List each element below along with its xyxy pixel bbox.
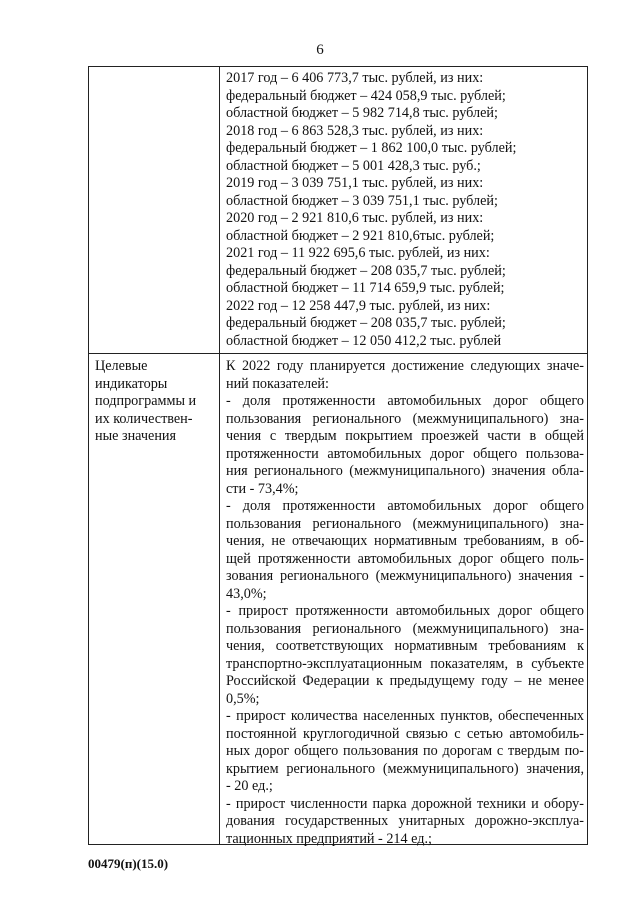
- funding-line: 2019 год – 3 039 751,1 тыс. рублей, из них:: [226, 175, 484, 191]
- indicators-text-line: К 2022 году планируется достижение следующих значе-: [226, 358, 584, 374]
- indicators-text-line: пользования регионального (межмуниципального) зна-: [226, 620, 584, 637]
- indicators-text-cell: [226, 358, 584, 848]
- funding-line: областной бюджет – 11 714 659,9 тыс. рублей;: [226, 280, 505, 296]
- indicators-text-line: пользования регионального (межмуниципального) зна-: [226, 515, 584, 532]
- indicators-text-line: постоянной круглогодичной связью с сетью автомобиль-: [226, 725, 584, 742]
- funding-line: федеральный бюджет – 424 058,9 тыс. рублей;: [226, 87, 506, 104]
- indicators-text-line: - доля протяженности автомобильных дорог общего: [226, 498, 584, 514]
- indicators-text-line: сти - 73,4%;: [226, 480, 299, 497]
- indicators-text-line: ния регионального (межмуниципального) значения обла-: [226, 463, 584, 479]
- indicators-text-line: транспортно-эксплуатационным показателям, в субъекте: [226, 655, 584, 672]
- indicators-text-line: пользования регионального (межмуниципального) зна-: [226, 410, 584, 427]
- indicators-text-line: - прирост протяженности автомобильных дорог общего: [226, 603, 584, 619]
- indicators-text-line: зования регионального (межмуниципального) значения -: [226, 568, 584, 584]
- indicators-text-line: - прирост численности парка дорожной техники и обору-: [226, 795, 584, 812]
- funding-line: федеральный бюджет – 208 035,7 тыс. рублей;: [226, 262, 506, 279]
- funding-line: 2022 год – 12 258 447,9 тыс. рублей, из них:: [226, 297, 491, 314]
- indicators-text-line: щей протяженности автомобильных дорог общего поль-: [226, 550, 584, 567]
- funding-line: областной бюджет – 12 050 412,2 тыс. рублей: [226, 332, 502, 349]
- indicators-label-line: индикаторы: [95, 375, 168, 392]
- indicators-text-line: чения с твердым покрытием проезжей части в общей: [226, 428, 584, 444]
- row-divider: [89, 353, 587, 354]
- indicators-label-line: ные значения: [95, 428, 177, 444]
- indicators-text-line: 43,0%;: [226, 585, 267, 602]
- indicators-text-line: чения, не отвечающих нормативным требованиям, в об-: [226, 533, 584, 549]
- indicators-text-line: - доля протяженности автомобильных дорог общего: [226, 393, 584, 409]
- indicators-text-line: тационных предприятий - 214 ед.;: [226, 830, 432, 847]
- indicators-text-line: ных дорог общего пользования по дорогам с твердым по-: [226, 743, 584, 759]
- indicators-text-line: протяженности автомобильных дорог общего пользова-: [226, 445, 584, 462]
- funding-line: областной бюджет – 2 921 810,6тыс. рублей;: [226, 227, 495, 244]
- indicators-text-line: дования государственных унитарных дорожно-эксплуа-: [226, 813, 584, 829]
- column-divider: [219, 67, 220, 844]
- indicators-text-line: ний показателей:: [226, 375, 329, 392]
- document-code: 00479(п)(15.0): [88, 856, 169, 871]
- indicators-text-line: Российской Федерации к предыдущему году – не менее: [226, 673, 584, 689]
- indicators-text-line: чения, соответствующих нормативным требованиям к: [226, 638, 584, 654]
- indicators-label-line: Целевые: [95, 358, 148, 374]
- indicators-label-line: подпрограммы и: [95, 393, 197, 409]
- funding-line: 2021 год – 11 922 695,6 тыс. рублей, из них:: [226, 245, 490, 261]
- funding-cell: [226, 70, 584, 350]
- subprogram-table: [88, 66, 588, 845]
- funding-line: федеральный бюджет – 208 035,7 тыс. рублей;: [226, 315, 506, 331]
- funding-line: 2017 год – 6 406 773,7 тыс. рублей, из них:: [226, 70, 484, 86]
- funding-line: 2020 год – 2 921 810,6 тыс. рублей, из них:: [226, 210, 484, 226]
- indicators-text-line: - 20 ед.;: [226, 778, 273, 794]
- funding-line: областной бюджет – 3 039 751,1 тыс. рублей;: [226, 192, 498, 209]
- funding-line: федеральный бюджет – 1 862 100,0 тыс. рублей;: [226, 140, 517, 156]
- indicators-text-line: 0,5%;: [226, 690, 260, 707]
- indicators-label-line: их количествен-: [95, 410, 193, 427]
- funding-line: областной бюджет – 5 001 428,3 тыс. руб.;: [226, 157, 481, 174]
- page-number: 6: [316, 42, 324, 58]
- indicators-text-line: - прирост количества населенных пунктов, обеспеченных: [226, 708, 584, 724]
- funding-line: 2018 год – 6 863 528,3 тыс. рублей, из них:: [226, 122, 484, 139]
- indicators-text-line: крытием регионального (межмуниципального) значения,: [226, 760, 584, 777]
- funding-line: областной бюджет – 5 982 714,8 тыс. рублей;: [226, 105, 498, 121]
- indicators-label-cell: [95, 358, 215, 446]
